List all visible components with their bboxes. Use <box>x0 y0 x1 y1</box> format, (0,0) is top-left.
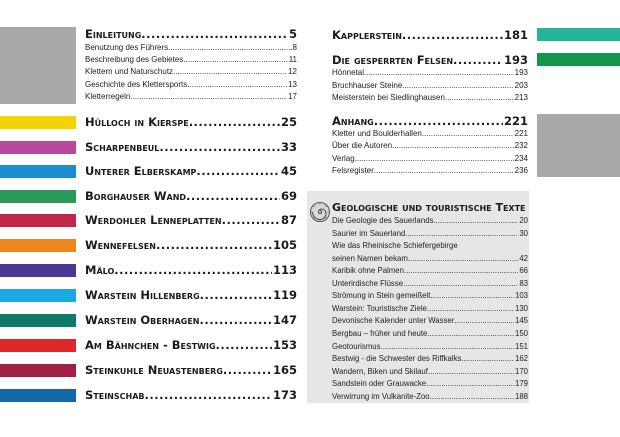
toc-section-entry[interactable]: Mälo ..... 113 <box>85 263 297 277</box>
toc-sub-entry[interactable]: Kletterregeln ..... 17 <box>85 92 297 101</box>
section-color-bar <box>0 116 76 129</box>
section-color-bar <box>0 364 76 377</box>
section-color-bar <box>0 141 76 154</box>
toc-sub-entry[interactable]: Beschreibung des Gebietes ..... 11 <box>85 55 297 64</box>
section-color-bar <box>0 314 76 327</box>
toc-section-entry[interactable]: Borghauser Wand ..... 69 <box>85 189 297 203</box>
gesperrt-color-bar <box>537 53 620 66</box>
toc-section-entry[interactable]: Werdohler Lenneplatten ..... 87 <box>85 213 297 227</box>
toc-section-entry[interactable]: Am Bähnchen - Bestwig ..... 153 <box>85 338 297 352</box>
geology-entry[interactable]: Warstein: Touristische Ziele ..... 130 <box>332 304 528 313</box>
anhang-grey-block <box>537 114 620 177</box>
ammonite-icon <box>309 201 331 223</box>
section-color-bar <box>0 389 76 402</box>
toc-sub-entry[interactable]: Geschichte des Klettersports ..... 13 <box>85 80 297 89</box>
toc-gesperrte-felsen[interactable]: Die gesperrten Felsen ..... 193 <box>332 53 528 67</box>
geology-entry[interactable]: Strömung in Stein gemeißelt ..... 103 <box>332 291 528 300</box>
toc-anhang[interactable]: Anhang ..... 221 <box>332 114 528 128</box>
toc-title: Einleitung <box>85 27 142 41</box>
toc-sub-entry[interactable]: Meisterstein bei Siedlinghausen ..... 213 <box>332 93 528 102</box>
toc-sub-entry[interactable]: Bruchhauser Steine ..... 203 <box>332 81 528 90</box>
section-color-bar <box>0 339 76 352</box>
geology-entry[interactable]: Karibik ohne Palmen ..... 66 <box>332 266 528 275</box>
geology-entry[interactable]: Bergbau – früher und heute ..... 150 <box>332 329 528 338</box>
toc-einleitung[interactable] <box>85 27 297 41</box>
toc-section-entry[interactable]: Warstein Oberhagen ..... 147 <box>85 313 297 327</box>
toc-sub-entry[interactable]: Felsregister ..... 236 <box>332 166 528 175</box>
kapplerstein-color-bar <box>537 28 620 41</box>
section-color-bar <box>0 214 76 227</box>
geology-section-title: Geologische und touristische Texte <box>332 201 526 214</box>
toc-sub-entry[interactable]: Benutzung des Führers ..... 8 <box>85 43 297 52</box>
einleitung-grey-block <box>0 27 76 104</box>
geology-entry[interactable]: Wandern, Biken und Skilauf ..... 170 <box>332 367 528 376</box>
toc-sub-entry[interactable]: Hönnetal ..... 193 <box>332 68 528 77</box>
section-color-bar <box>0 264 76 277</box>
toc-section-entry[interactable]: Steinschab ..... 173 <box>85 388 297 402</box>
toc-sub-entry[interactable]: Über die Autoren ..... 232 <box>332 141 528 150</box>
toc-kapplerstein[interactable]: Kapplerstein ..... 181 <box>332 28 528 42</box>
toc-sub-entry[interactable]: Kletter und Boulderhallen ..... 221 <box>332 129 528 138</box>
toc-sub-entry[interactable]: Klettern und Naturschutz ..... 12 <box>85 67 297 76</box>
toc-page: 5 <box>288 27 297 41</box>
toc-sub-entry[interactable]: Verlag ..... 234 <box>332 154 528 163</box>
section-color-bar <box>0 239 76 252</box>
toc-section-entry[interactable]: Scharpenbeul ..... 33 <box>85 140 297 154</box>
geology-entry[interactable]: Verwirrung im Vulkanite-Zoo ..... 188 <box>332 392 528 401</box>
toc-section-entry[interactable]: Steinkuhle Neuastenberg ..... 165 <box>85 363 297 377</box>
geology-entry[interactable]: Die Geologie des Sauerlands ..... 20 <box>332 216 528 225</box>
toc-section-entry[interactable]: Wennefelsen ..... 105 <box>85 238 297 252</box>
geology-entry[interactable]: Unterirdische Flüsse ..... 83 <box>332 279 528 288</box>
geology-entry[interactable]: Saurier im Sauerland ..... 30 <box>332 229 528 238</box>
section-color-bar <box>0 289 76 302</box>
section-color-bar <box>0 190 76 203</box>
geology-entry[interactable]: Sandstein oder Grauwacke ..... 179 <box>332 379 528 388</box>
geology-entry[interactable]: seinen Namen bekam ..... 42 <box>332 254 528 263</box>
toc-section-entry[interactable]: Hülloch in Kierspe ..... 25 <box>85 115 297 129</box>
toc-section-entry[interactable]: Unterer Elberskamp ..... 45 <box>85 164 297 178</box>
section-color-bar <box>0 165 76 178</box>
geology-entry[interactable]: Wie das Rheinische Schiefergebirge <box>332 241 458 250</box>
geology-entry[interactable]: Devonische Kalender unter Wasser ..... 145 <box>332 316 528 325</box>
toc-section-entry[interactable]: Warstein Hillenberg ..... 119 <box>85 288 297 302</box>
geology-entry[interactable]: Geotourismus ..... 151 <box>332 342 528 351</box>
geology-entry[interactable]: Bestwig - die Schwester des Riffkalks ..... 162 <box>332 354 528 363</box>
